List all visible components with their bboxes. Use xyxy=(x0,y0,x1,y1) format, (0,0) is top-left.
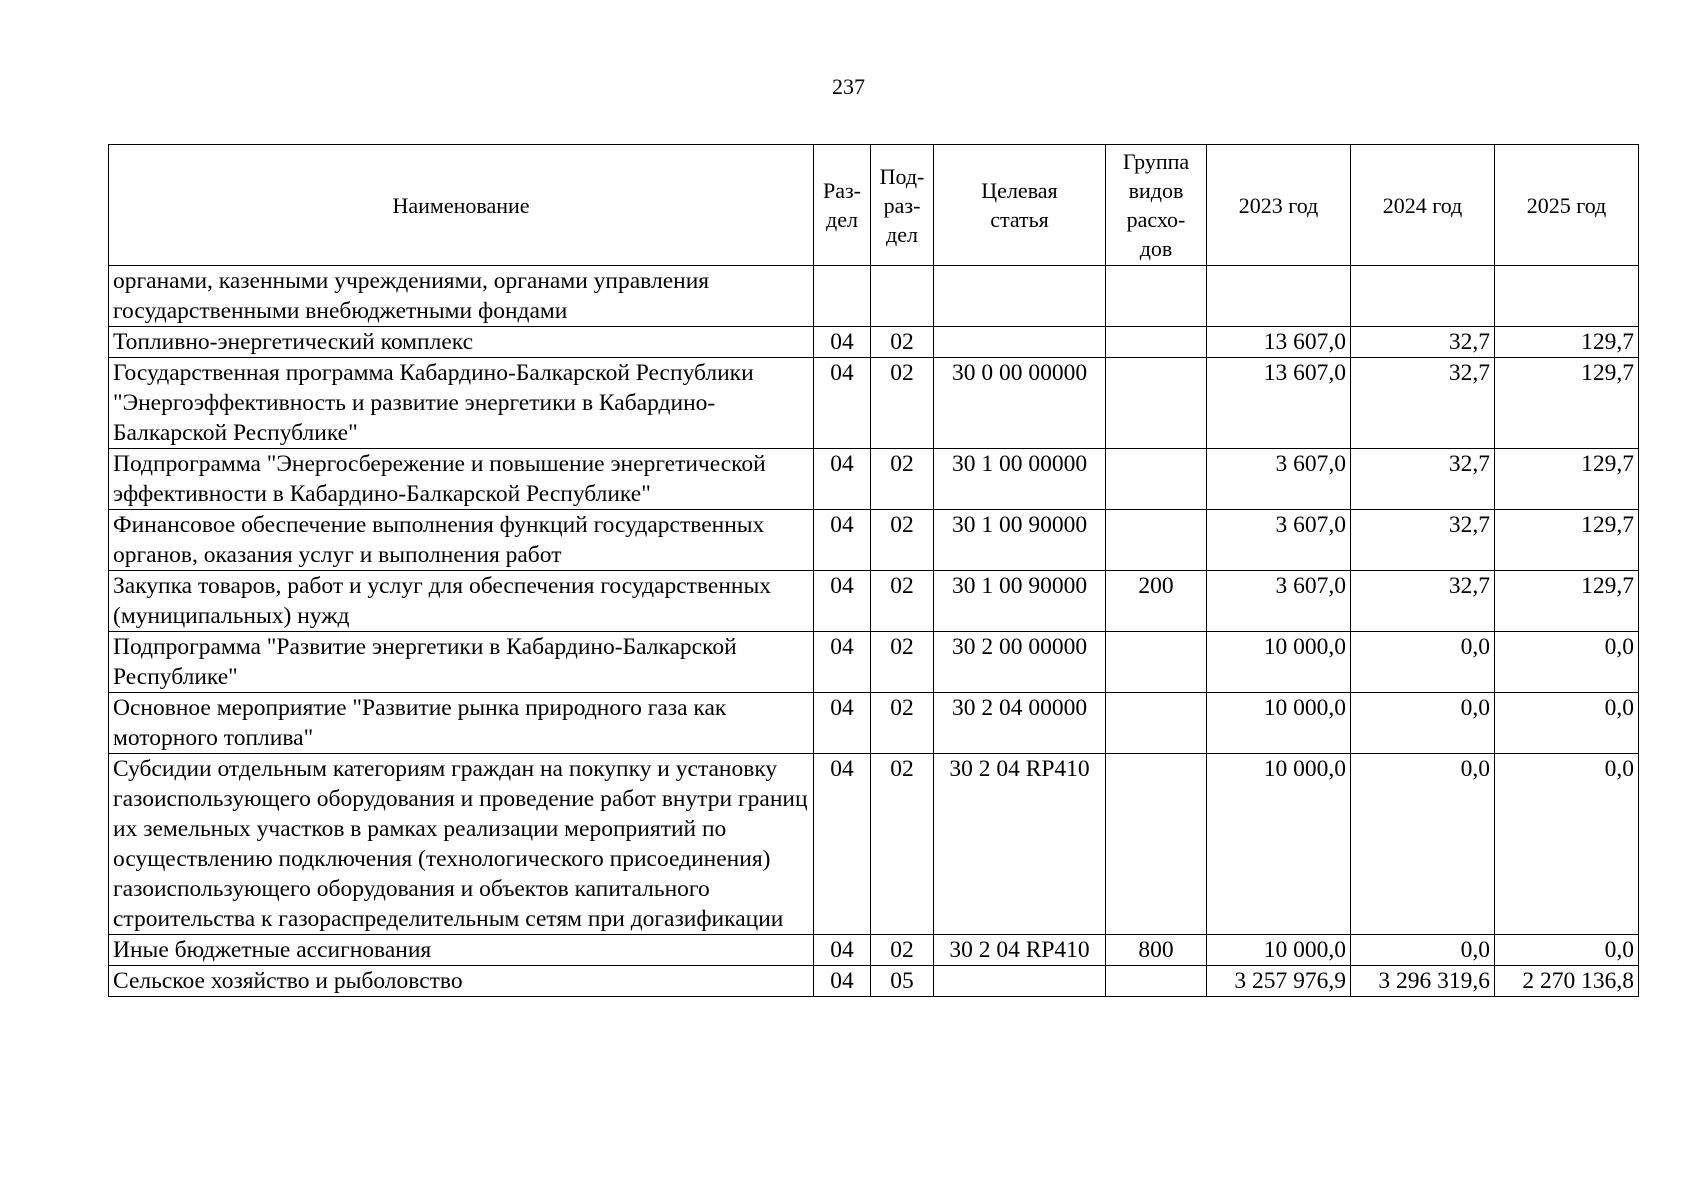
cell-expense-group: 800 xyxy=(1106,935,1207,966)
cell-year-2024: 32,7 xyxy=(1351,510,1495,571)
cell-name: Подпрограмма "Энергосбережение и повышение энергетической эффективности в Кабардино-Балкарской Республике" xyxy=(109,449,814,510)
cell-year-2024: 32,7 xyxy=(1351,358,1495,449)
cell-podrazdel: 02 xyxy=(871,754,934,935)
table-row xyxy=(109,510,1639,571)
cell-year-2024: 32,7 xyxy=(1351,449,1495,510)
cell-expense-group: 200 xyxy=(1106,571,1207,632)
header-year-2023: 2023 год xyxy=(1207,145,1351,266)
table-row xyxy=(109,754,1639,935)
cell-year-2025: 129,7 xyxy=(1495,510,1639,571)
cell-podrazdel: 02 xyxy=(871,449,934,510)
cell-year-2023: 13 607,0 xyxy=(1207,327,1351,358)
cell-target-article: 30 1 00 90000 xyxy=(934,571,1106,632)
cell-year-2024: 0,0 xyxy=(1351,693,1495,754)
cell-podrazdel: 02 xyxy=(871,935,934,966)
cell-target-article: 30 2 04 RP410 xyxy=(934,754,1106,935)
cell-expense-group xyxy=(1106,632,1207,693)
budget-table xyxy=(108,144,1639,997)
cell-target-article: 30 1 00 90000 xyxy=(934,510,1106,571)
cell-year-2025: 0,0 xyxy=(1495,693,1639,754)
cell-name: Субсидии отдельным категориям граждан на покупку и установку газоиспользующего оборудования и проведение работ внутри границ их земельных участков в рамках реализации мероприятий по осуществлению подключения (технологического присоединения) газоиспользующего оборудования и объектов капитального строительства к газораспределительным сетям при догазификации xyxy=(109,754,814,935)
cell-year-2023: 3 607,0 xyxy=(1207,449,1351,510)
cell-target-article: 30 2 04 RP410 xyxy=(934,935,1106,966)
cell-target-article: 30 2 00 00000 xyxy=(934,632,1106,693)
table-row xyxy=(109,935,1639,966)
cell-razdel xyxy=(814,266,871,327)
header-name: Наименование xyxy=(109,145,814,266)
cell-razdel: 04 xyxy=(814,693,871,754)
cell-year-2024: 32,7 xyxy=(1351,327,1495,358)
header-podrazdel: Под- раз- дел xyxy=(871,145,934,266)
cell-expense-group xyxy=(1106,754,1207,935)
cell-podrazdel: 05 xyxy=(871,966,934,997)
cell-expense-group xyxy=(1106,966,1207,997)
cell-podrazdel xyxy=(871,266,934,327)
cell-podrazdel: 02 xyxy=(871,632,934,693)
cell-year-2023: 3 607,0 xyxy=(1207,510,1351,571)
cell-year-2025: 129,7 xyxy=(1495,358,1639,449)
table-body xyxy=(109,266,1639,997)
cell-name: органами, казенными учреждениями, органами управления государственными внебюджетными фондами xyxy=(109,266,814,327)
cell-name: Государственная программа Кабардино-Балкарской Республики "Энергоэффективность и развитие энергетики в Кабардино-Балкарской Республике" xyxy=(109,358,814,449)
cell-razdel: 04 xyxy=(814,632,871,693)
cell-year-2023 xyxy=(1207,266,1351,327)
table-row xyxy=(109,358,1639,449)
header-year-2025: 2025 год xyxy=(1495,145,1639,266)
cell-razdel: 04 xyxy=(814,327,871,358)
cell-name: Основное мероприятие "Развитие рынка природного газа как моторного топлива" xyxy=(109,693,814,754)
cell-year-2023: 10 000,0 xyxy=(1207,632,1351,693)
cell-target-article: 30 2 04 00000 xyxy=(934,693,1106,754)
cell-year-2025: 0,0 xyxy=(1495,754,1639,935)
table-header-row xyxy=(109,145,1639,266)
cell-razdel: 04 xyxy=(814,449,871,510)
cell-name: Топливно-энергетический комплекс xyxy=(109,327,814,358)
cell-podrazdel: 02 xyxy=(871,358,934,449)
header-razdel: Раз- дел xyxy=(814,145,871,266)
cell-year-2025: 129,7 xyxy=(1495,571,1639,632)
cell-expense-group xyxy=(1106,510,1207,571)
cell-name: Закупка товаров, работ и услуг для обеспечения государственных (муниципальных) нужд xyxy=(109,571,814,632)
table-row xyxy=(109,632,1639,693)
cell-razdel: 04 xyxy=(814,966,871,997)
header-target-article: Целевая статья xyxy=(934,145,1106,266)
cell-year-2025: 2 270 136,8 xyxy=(1495,966,1639,997)
cell-year-2024: 3 296 319,6 xyxy=(1351,966,1495,997)
cell-year-2023: 10 000,0 xyxy=(1207,693,1351,754)
cell-target-article xyxy=(934,327,1106,358)
cell-name: Иные бюджетные ассигнования xyxy=(109,935,814,966)
cell-expense-group xyxy=(1106,449,1207,510)
table-row xyxy=(109,693,1639,754)
cell-podrazdel: 02 xyxy=(871,571,934,632)
cell-target-article xyxy=(934,266,1106,327)
cell-podrazdel: 02 xyxy=(871,510,934,571)
cell-podrazdel: 02 xyxy=(871,327,934,358)
cell-expense-group xyxy=(1106,693,1207,754)
cell-year-2024 xyxy=(1351,266,1495,327)
cell-razdel: 04 xyxy=(814,358,871,449)
cell-expense-group xyxy=(1106,358,1207,449)
cell-year-2025: 129,7 xyxy=(1495,327,1639,358)
cell-year-2024: 32,7 xyxy=(1351,571,1495,632)
cell-name: Подпрограмма "Развитие энергетики в Кабардино-Балкарской Республике" xyxy=(109,632,814,693)
cell-year-2024: 0,0 xyxy=(1351,935,1495,966)
table-row xyxy=(109,327,1639,358)
cell-razdel: 04 xyxy=(814,935,871,966)
header-year-2024: 2024 год xyxy=(1351,145,1495,266)
header-expense-group: Группа видов расхо- дов xyxy=(1106,145,1207,266)
table-row xyxy=(109,266,1639,327)
cell-year-2023: 3 607,0 xyxy=(1207,571,1351,632)
cell-year-2024: 0,0 xyxy=(1351,754,1495,935)
cell-name: Финансовое обеспечение выполнения функций государственных органов, оказания услуг и выполнения работ xyxy=(109,510,814,571)
cell-target-article: 30 1 00 00000 xyxy=(934,449,1106,510)
cell-year-2025: 129,7 xyxy=(1495,449,1639,510)
cell-year-2023: 13 607,0 xyxy=(1207,358,1351,449)
cell-expense-group xyxy=(1106,327,1207,358)
page-number: 237 xyxy=(832,74,865,99)
cell-razdel: 04 xyxy=(814,571,871,632)
cell-year-2023: 10 000,0 xyxy=(1207,754,1351,935)
cell-year-2023: 3 257 976,9 xyxy=(1207,966,1351,997)
table-row xyxy=(109,571,1639,632)
cell-year-2023: 10 000,0 xyxy=(1207,935,1351,966)
table-row xyxy=(109,449,1639,510)
cell-name: Сельское хозяйство и рыболовство xyxy=(109,966,814,997)
cell-target-article: 30 0 00 00000 xyxy=(934,358,1106,449)
cell-razdel: 04 xyxy=(814,754,871,935)
cell-target-article xyxy=(934,966,1106,997)
cell-year-2025: 0,0 xyxy=(1495,632,1639,693)
cell-podrazdel: 02 xyxy=(871,693,934,754)
cell-year-2025: 0,0 xyxy=(1495,935,1639,966)
table-row xyxy=(109,966,1639,997)
cell-razdel: 04 xyxy=(814,510,871,571)
cell-year-2024: 0,0 xyxy=(1351,632,1495,693)
cell-expense-group xyxy=(1106,266,1207,327)
cell-year-2025 xyxy=(1495,266,1639,327)
